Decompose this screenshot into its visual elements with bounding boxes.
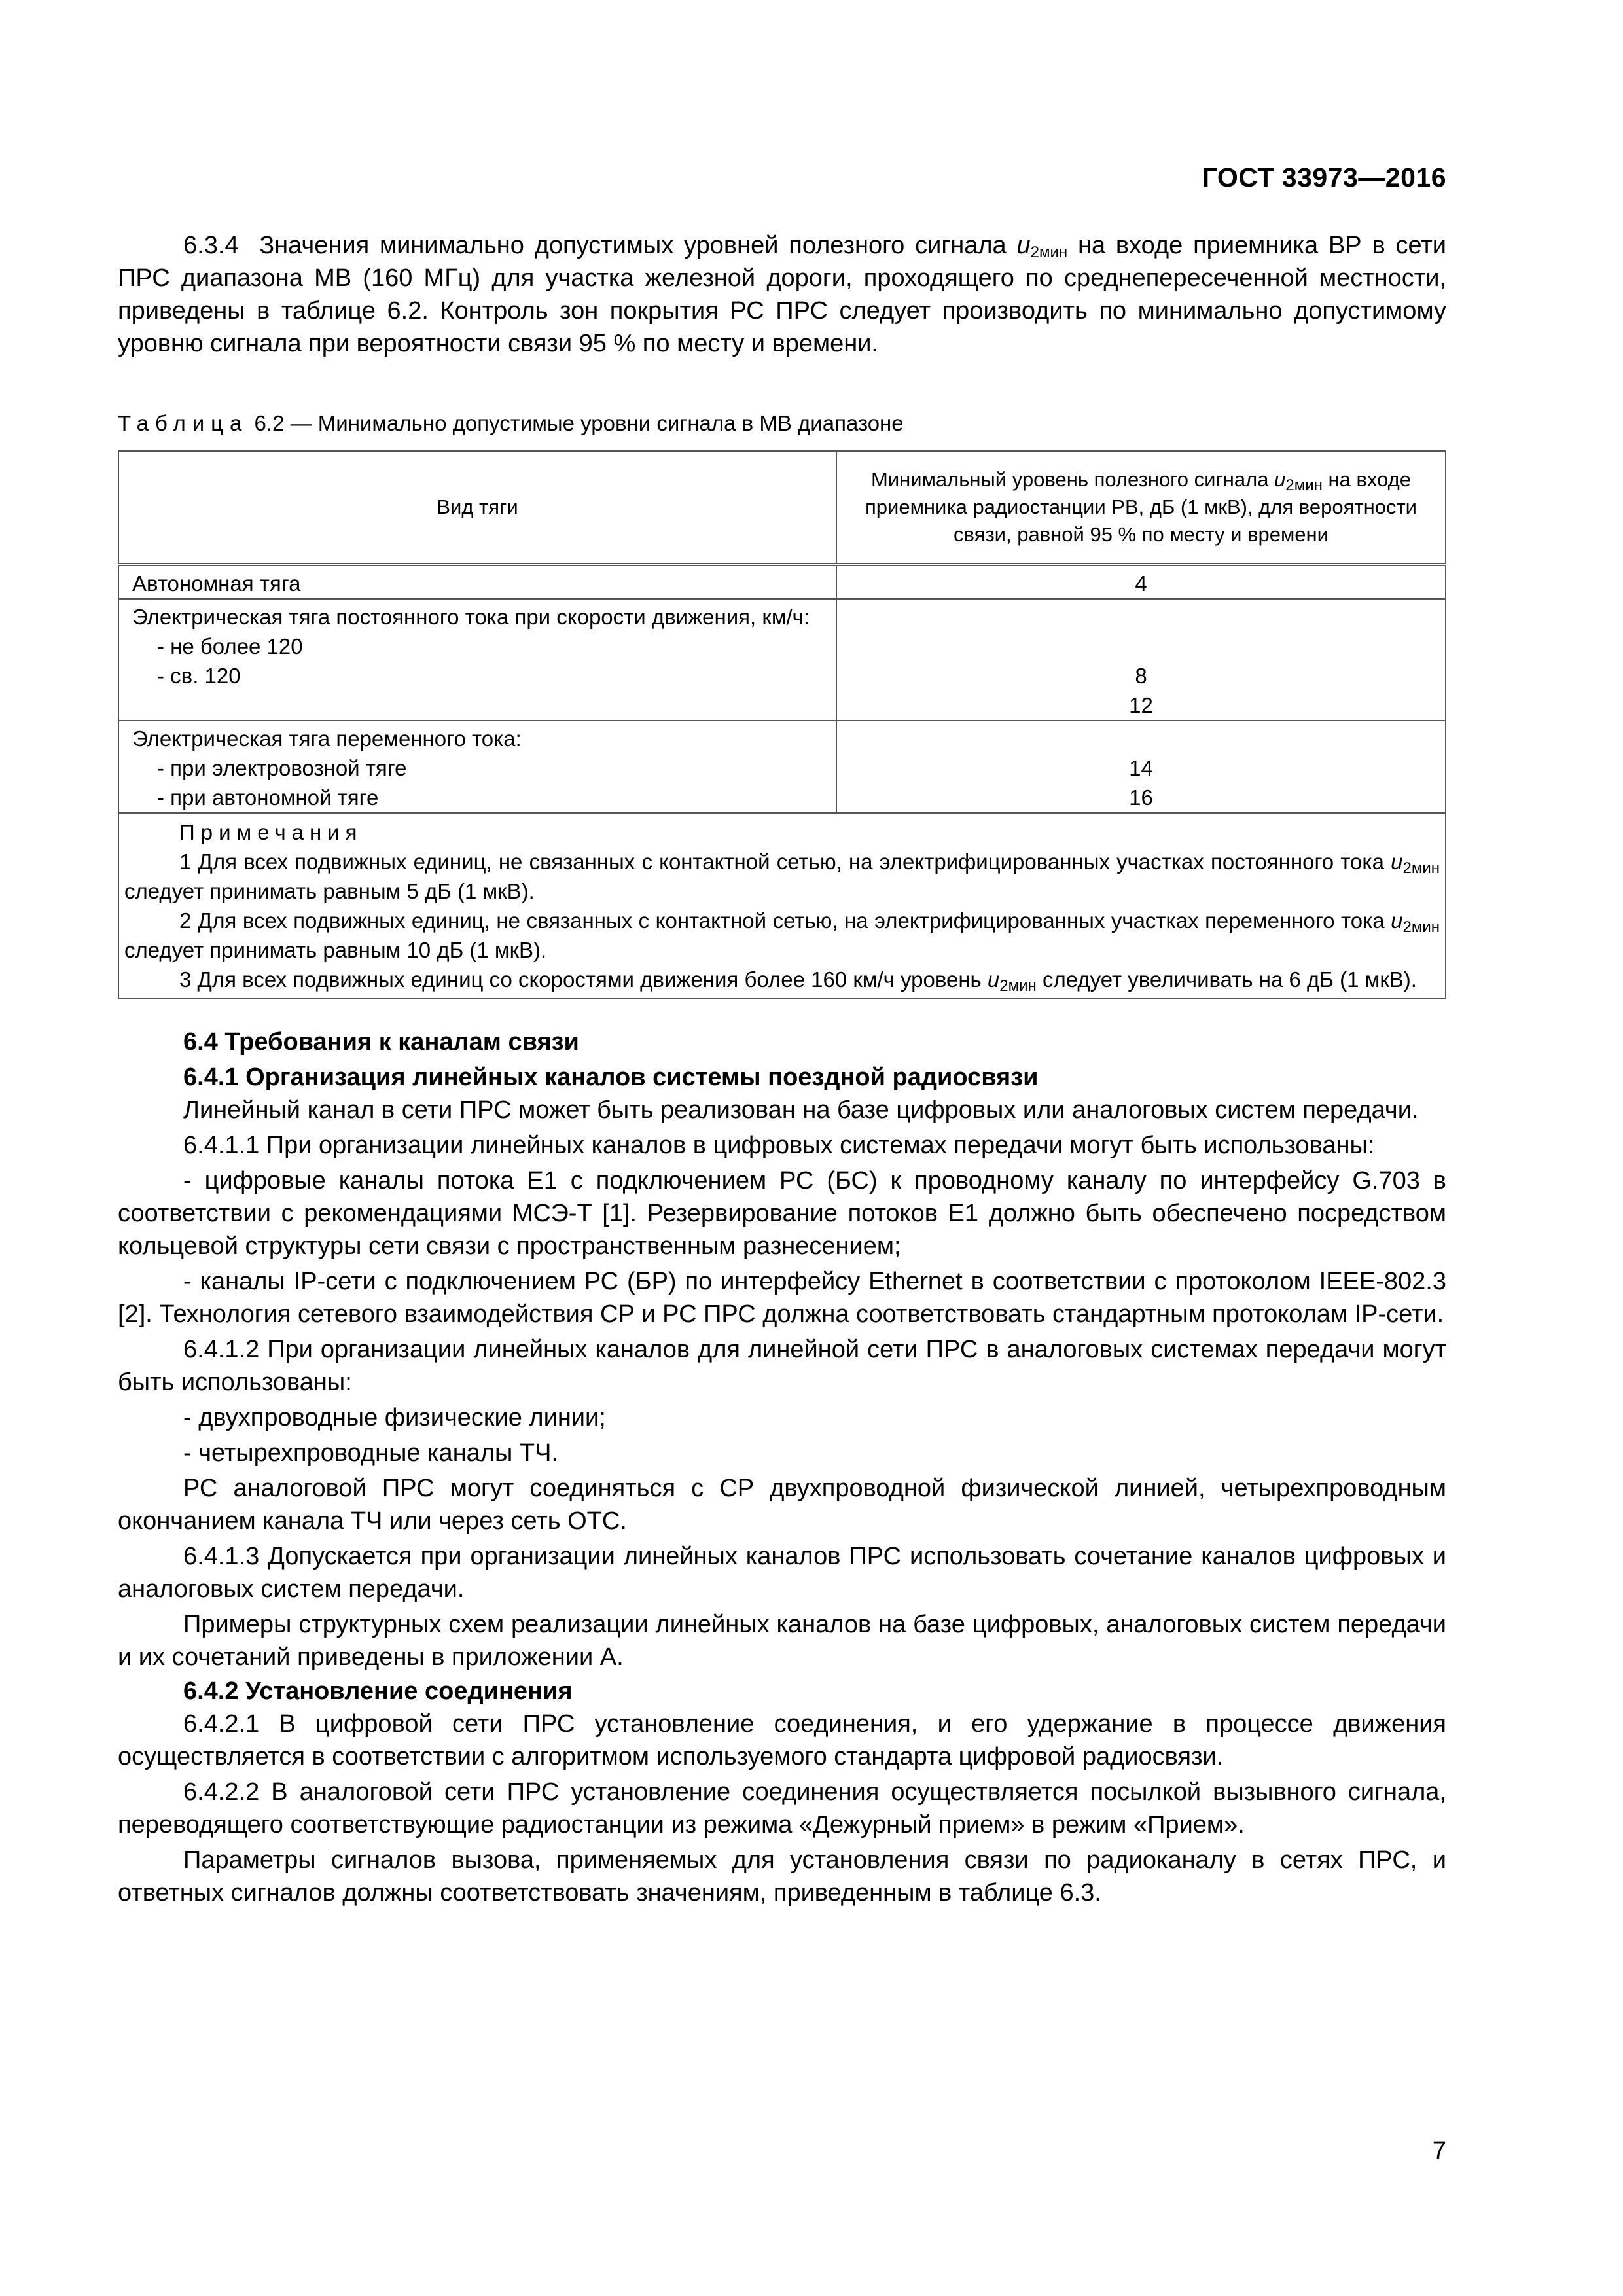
paragraph-analog-rs: РС аналоговой ПРС могут соединяться с СР двухпроводной физической линией, четырехпроводным окончанием канала ТЧ или через сеть ОТС.	[118, 1475, 1446, 1535]
paragraph-6-4-2-1: 6.4.2.1 В цифровой сети ПРС установление соединения, и его удержание в процессе движения осуществляется в соответствии с алгоритмом используемого стандарта цифровой радиосвязи.	[118, 1710, 1446, 1770]
list-item: - четырехпроводные каналы ТЧ.	[183, 1439, 558, 1467]
table-row: Электрическая тяга постоянного тока при скорости движения, км/ч: - не более 120 - св. 120 8 12	[118, 599, 1446, 721]
paragraph-6-4-1-1: 6.4.1.1 При организации линейных каналов в цифровых системах передачи могут быть использованы:	[183, 1132, 1375, 1159]
paragraph-6-3-4: 6.3.4 Значения минимально допустимых уровней полезного сигнала $u_{2мин}$ на входе приемника ВР в сети ПРС диапазона МВ (160 МГц) для участка железной дороги, проходящего по среднепересеченной местности, приведены в таблице 6.2. Контроль зон покрытия РС ПРС следует производить по минимально допустимому уровню сигнала при вероятности связи 95 % по месту и времени.	[118, 232, 1446, 357]
table-notes-row	[118, 813, 1446, 999]
table-6-2-caption: Таблица 6.2 — Минимально допустимые уровни сигнала в МВ диапазоне	[118, 411, 904, 435]
paragraph-examples: Примеры структурных схем реализации линейных каналов на базе цифровых, аналоговых систем передачи и их сочетаний приведены в приложении А.	[118, 1611, 1446, 1671]
table-row: Электрическая тяга переменного тока: - при электровозной тяге - при автономной тяге 14 16	[118, 721, 1446, 813]
section-6-4-2-heading: 6.4.2 Установление соединения	[183, 1677, 573, 1705]
paragraph-6-4-1-3: 6.4.1.3 Допускается при организации линейных каналов ПРС использовать сочетание каналов цифровых и аналоговых систем передачи.	[118, 1543, 1446, 1603]
paragraph-call-params: Параметры сигналов вызова, применяемых для установления связи по радиоканалу в сетях ПРС, и ответных сигналов должны соответствовать значениям, приведенным в таблице 6.3.	[118, 1846, 1446, 1907]
page-number: 7	[1432, 2137, 1446, 2164]
header-cell-min-level: Минимальный уровень полезного сигнала $u_{2мин}$ на входе приемника радиостанции РВ, дБ (1 мкВ), для вероятности связи, равной 95 % по месту и времени	[836, 451, 1446, 565]
table-row: Автономная тяга 4	[118, 565, 1446, 600]
list-item: - каналы IP-сети с подключением РС (БР) по интерфейсу Ethernet в соответствии с протоколом IEEE-802.3 [2]. Технология сетевого взаимодействия СР и РС ПРС должна соответствовать стандартным протоколам IP-сети.	[118, 1268, 1446, 1328]
table-header-row	[118, 451, 1446, 565]
list-item: - цифровые каналы потока Е1 с подключением РС (БС) к проводному каналу по интерфейсу G.703 в соответствии с рекомендациями МСЭ-Т [1]. Резервирование потоков Е1 должно быть обеспечено посредством кольцевой структуры сети связи с пространственным разнесением;	[118, 1167, 1446, 1260]
paragraph-6-4-2-2: 6.4.2.2 В аналоговой сети ПРС установление соединения осуществляется посылкой вызывного сигнала, переводящего соответствующие радиостанции из режима «Дежурный прием» в режим «Прием».	[118, 1778, 1446, 1839]
header-cell-traction-type: Вид тяги	[118, 451, 836, 565]
document-id-header: ГОСТ 33973—2016	[1202, 162, 1446, 192]
notes-title: Примечания	[179, 820, 363, 844]
table-6-2	[118, 450, 1446, 999]
note-1: 1 Для всех подвижных единиц, не связанных с контактной сетью, на электрифицированных участках постоянного тока $u_{2мин}$ следует принимать равным 5 дБ (1 мкВ).	[124, 850, 1440, 903]
paragraph-6-4-1-2: 6.4.1.2 При организации линейных каналов для линейной сети ПРС в аналоговых системах передачи могут быть использованы:	[118, 1336, 1446, 1396]
note-3: 3 Для всех подвижных единиц со скоростями движения более 160 км/ч уровень $u_{2мин}$ следует увеличивать на 6 дБ (1 мкВ).	[179, 967, 1417, 995]
note-2: 2 Для всех подвижных единиц, не связанных с контактной сетью, на электрифицированных участках переменного тока $u_{2мин}$ следует принимать равным 10 дБ (1 мкВ).	[124, 908, 1440, 962]
section-6-4-heading: 6.4 Требования к каналам связи	[183, 1028, 579, 1056]
section-6-4-1-heading: 6.4.1 Организация линейных каналов системы поездной радиосвязи	[183, 1064, 1039, 1091]
page-content	[118, 229, 1446, 1909]
paragraph-linear-channel: Линейный канал в сети ПРС может быть реализован на базе цифровых или аналоговых систем передачи.	[183, 1096, 1419, 1124]
list-item: - двухпроводные физические линии;	[183, 1404, 606, 1431]
